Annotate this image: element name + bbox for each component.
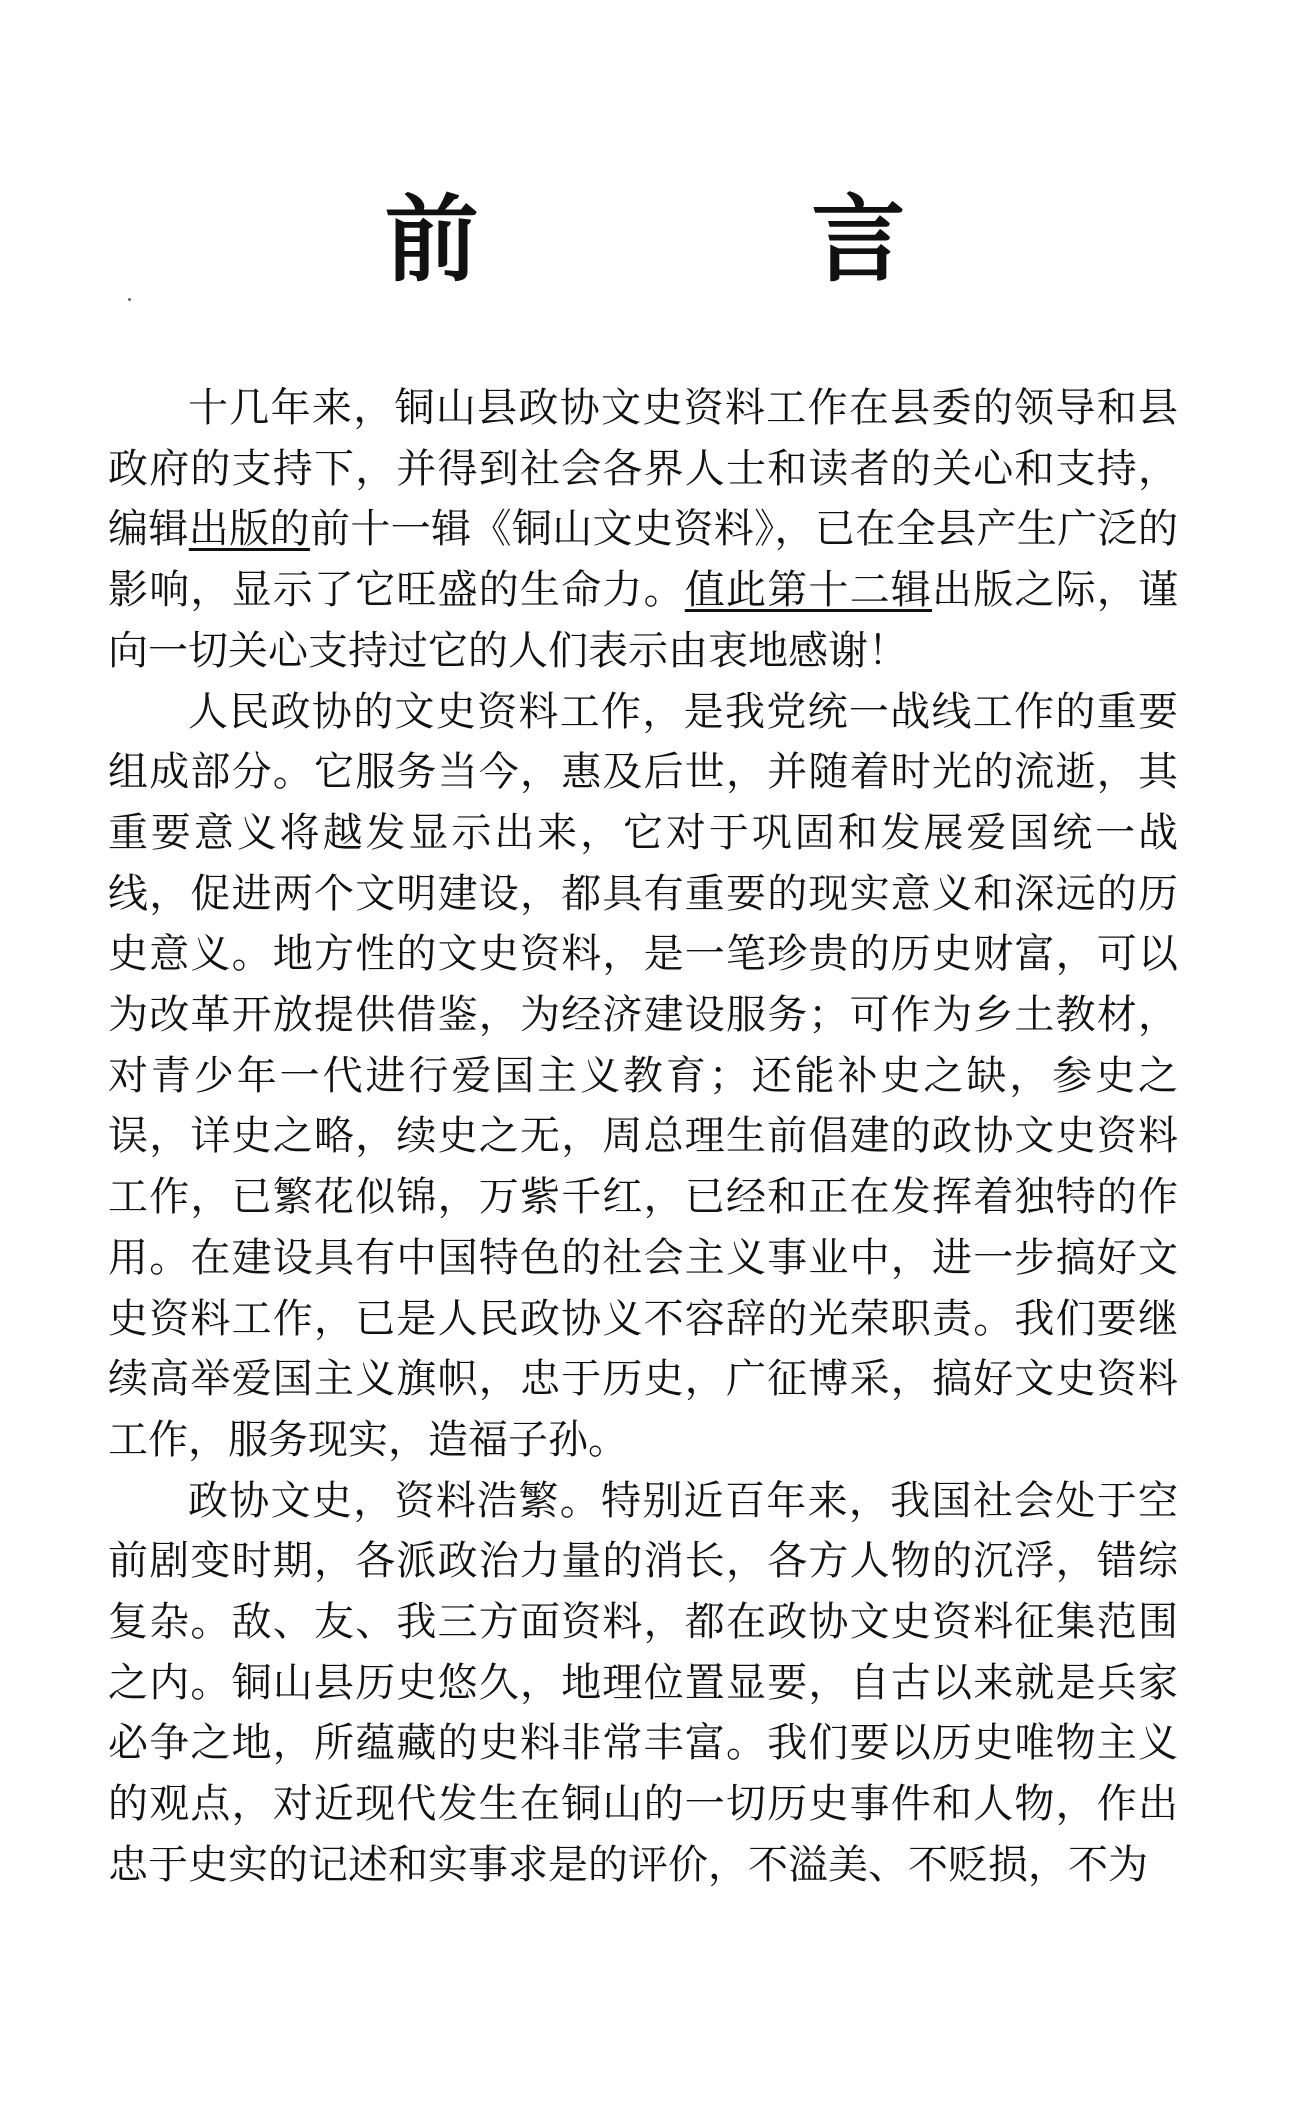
paragraph-3	[108, 1471, 1178, 1896]
paragraph-2-run-1: 人民政协的文史资料工作，是我党统一战线工作的重要组成部分。它服务当今，惠及后世，并随着时光的流逝，其重要意义将越发显示出来，它对于巩固和发展爱国统一战线，促进两个文明建设，都具有重要的现实意义和深远的历史意义。地方性的文史资料，是一笔珍贵的历史财富，可以为改革开放提供借鉴，为经济建设服务；可作为乡土教材，对青少年一代进行爱国主义教育；还能补史之缺，参史之误，详史之略，续史之无，周总理生前倡建的政协文史资料工作，已繁花似锦，万紫千红，已经和正在发挥着独特的作用。在建设具有中国特色的社会主义事业中，进一步搞好文史资料工作，已是人民政协义不容辞的光荣职责。我们要继续高举爱国主义旗帜，忠于历史，广征博采，搞好文史资料工作，服务现实，造福子孙。	[108, 688, 1178, 1463]
scan-speck	[128, 298, 131, 301]
body-text	[108, 378, 1178, 1896]
paragraph-3-run-1: 政协文史，资料浩繁。特别近百年来，我国社会处于空前剧变时期，各派政治力量的消长，各方人物的沉浮，错综复杂。敌、友、我三方面资料，都在政协文史资料征集范围之内。铜山县历史悠久，地理位置显要，自古以来就是兵家必争之地，所蕴藏的史料非常丰富。我们要以历史唯物主义的观点，对近现代发生在铜山的一切历史事件和人物，作出忠于史实的记述和实事求是的评价，不溢美、不贬损，不为	[108, 1477, 1178, 1888]
paragraph-1	[108, 378, 1178, 682]
paragraph-1-underlined-run-2: 值此第十二辑	[684, 567, 933, 614]
paragraph-2	[108, 682, 1178, 1471]
paragraph-1-run-3: 出版之际，谨向一切关心支持过它的人们表示由衷地感谢！	[108, 567, 1179, 674]
paragraph-1-run-1: 十几年来，铜山县政协文史资料工作在县委的领导和县政府的支持下，并得到社会各界人士和读者的关心和支持，编辑	[108, 385, 1178, 553]
paragraph-1-underlined-run-1: 出版的	[188, 506, 310, 553]
paragraph-1-run-2: 前十一辑《铜山文史资料》，已在全县产生广泛的影响，显示了它旺盛的生命力。	[108, 506, 1179, 614]
page-title: 前 言	[384, 185, 1056, 295]
